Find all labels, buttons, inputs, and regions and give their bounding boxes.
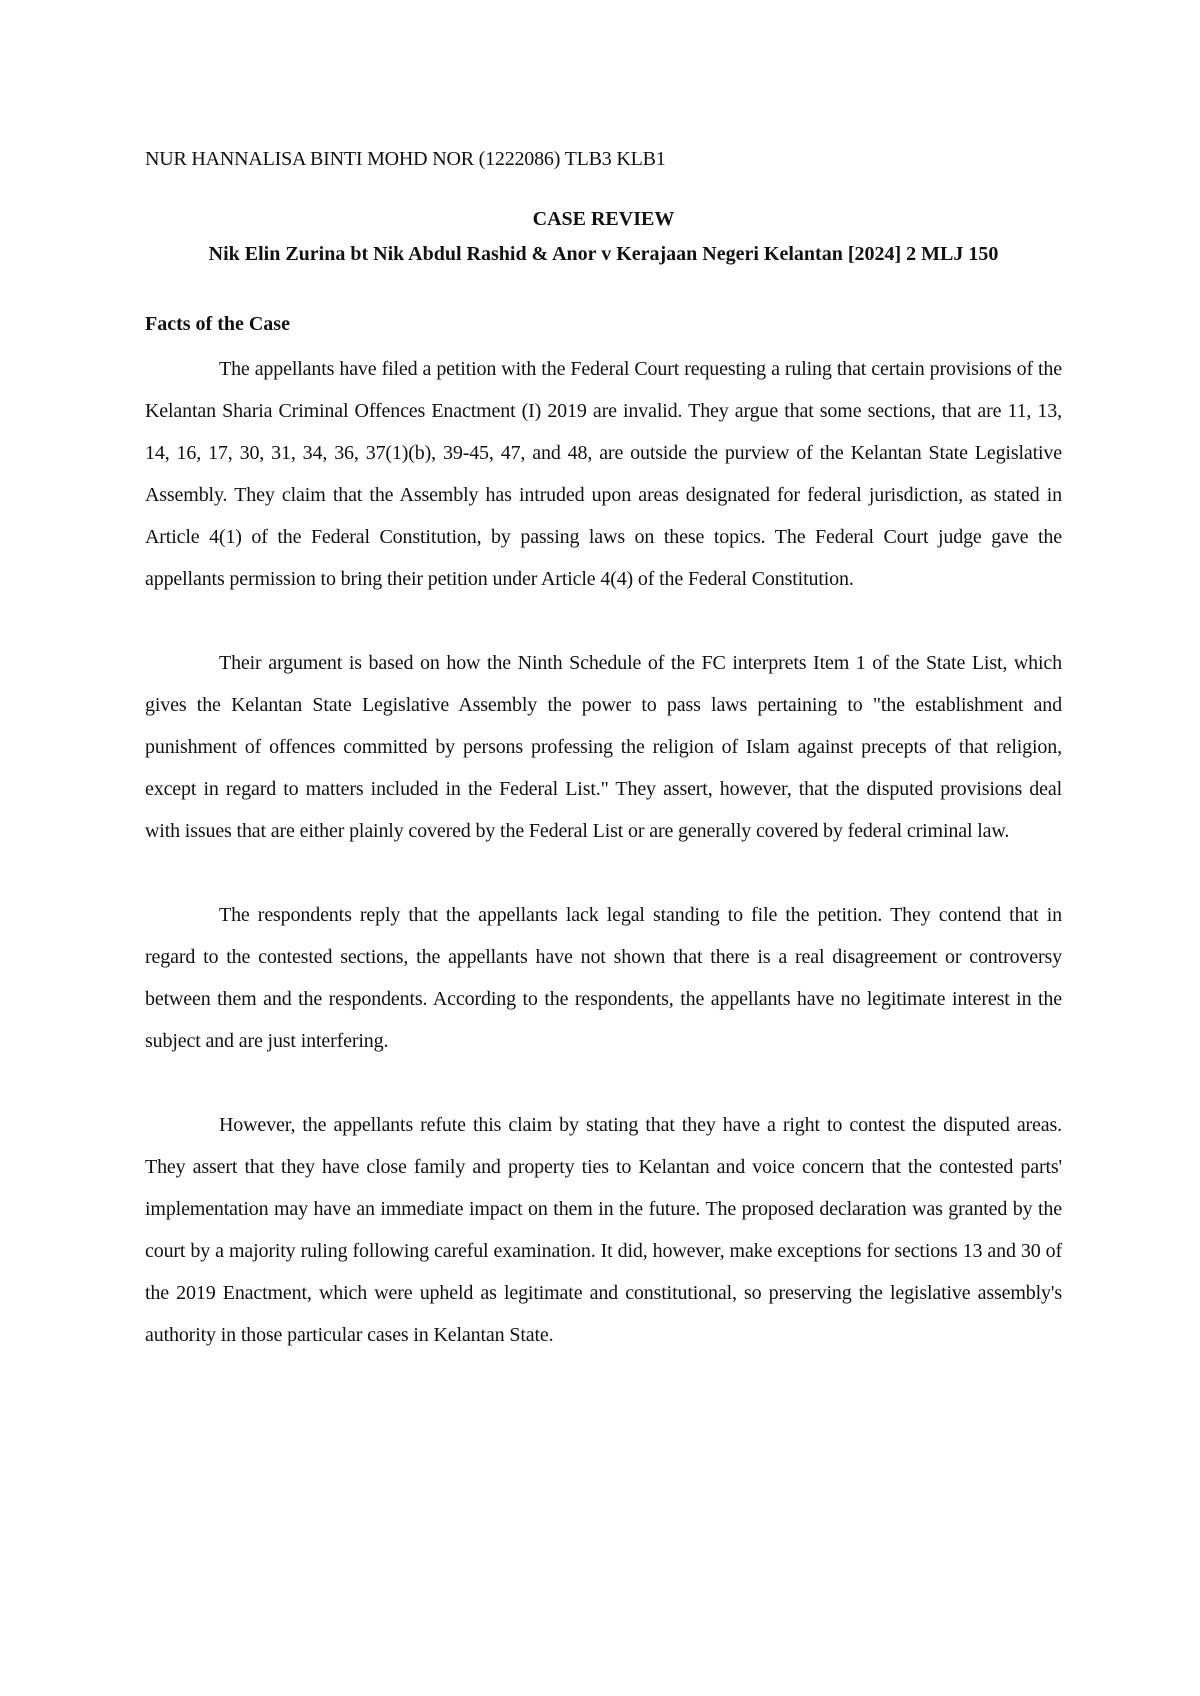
- student-identification-line: NUR HANNALISA BINTI MOHD NOR (1222086) TLB3 KLB1: [145, 148, 666, 170]
- title-block: [145, 202, 1062, 272]
- section-heading: Facts of the Case: [145, 313, 290, 335]
- case-citation: Nik Elin Zurina bt Nik Abdul Rashid & Anor v Kerajaan Negeri Kelantan [2024] 2 MLJ 150: [208, 243, 999, 265]
- paragraph-facts-3: The respondents reply that the appellants lack legal standing to file the petition. They contend that in regard to the contested sections, the appellants have not shown that there is a real disagreement or controversy between them and the respondents. According to the respondents, the appellants have no legitimate interest in the subject and are just interfering.: [145, 904, 1062, 1052]
- paragraph-facts-1: The appellants have filed a petition with the Federal Court requesting a ruling that certain provisions of the Kelantan Sharia Criminal Offences Enactment (I) 2019 are invalid. They argue that some sections, that are 11, 13, 14, 16, 17, 30, 31, 34, 36, 37(1)(b), 39-45, 47, and 48, are outside the purview of the Kelantan State Legislative Assembly. They claim that the Assembly has intruded upon areas designated for federal jurisdiction, as stated in Article 4(1) of the Federal Constitution, by passing laws on these topics. The Federal Court judge gave the appellants permission to bring their petition under Article 4(4) of the Federal Constitution.: [145, 358, 1062, 590]
- paragraph-facts-4: However, the appellants refute this claim by stating that they have a right to contest the disputed areas. They assert that they have close family and property ties to Kelantan and voice concern that the contested parts' implementation may have an immediate impact on them in the future. The proposed declaration was granted by the court by a majority ruling following careful examination. It did, however, make exceptions for sections 13 and 30 of the 2019 Enactment, which were upheld as legitimate and constitutional, so preserving the legislative assembly's authority in those particular cases in Kelantan State.: [145, 1114, 1062, 1346]
- document-title: CASE REVIEW: [532, 208, 675, 230]
- paragraph-facts-2: Their argument is based on how the Ninth Schedule of the FC interprets Item 1 of the State List, which gives the Kelantan State Legislative Assembly the power to pass laws pertaining to "the establishment and punishment of offences committed by persons professing the religion of Islam against precepts of that religion, except in regard to matters included in the Federal List." They assert, however, that the disputed provisions deal with issues that are either plainly covered by the Federal List or are generally covered by federal criminal law.: [145, 652, 1062, 842]
